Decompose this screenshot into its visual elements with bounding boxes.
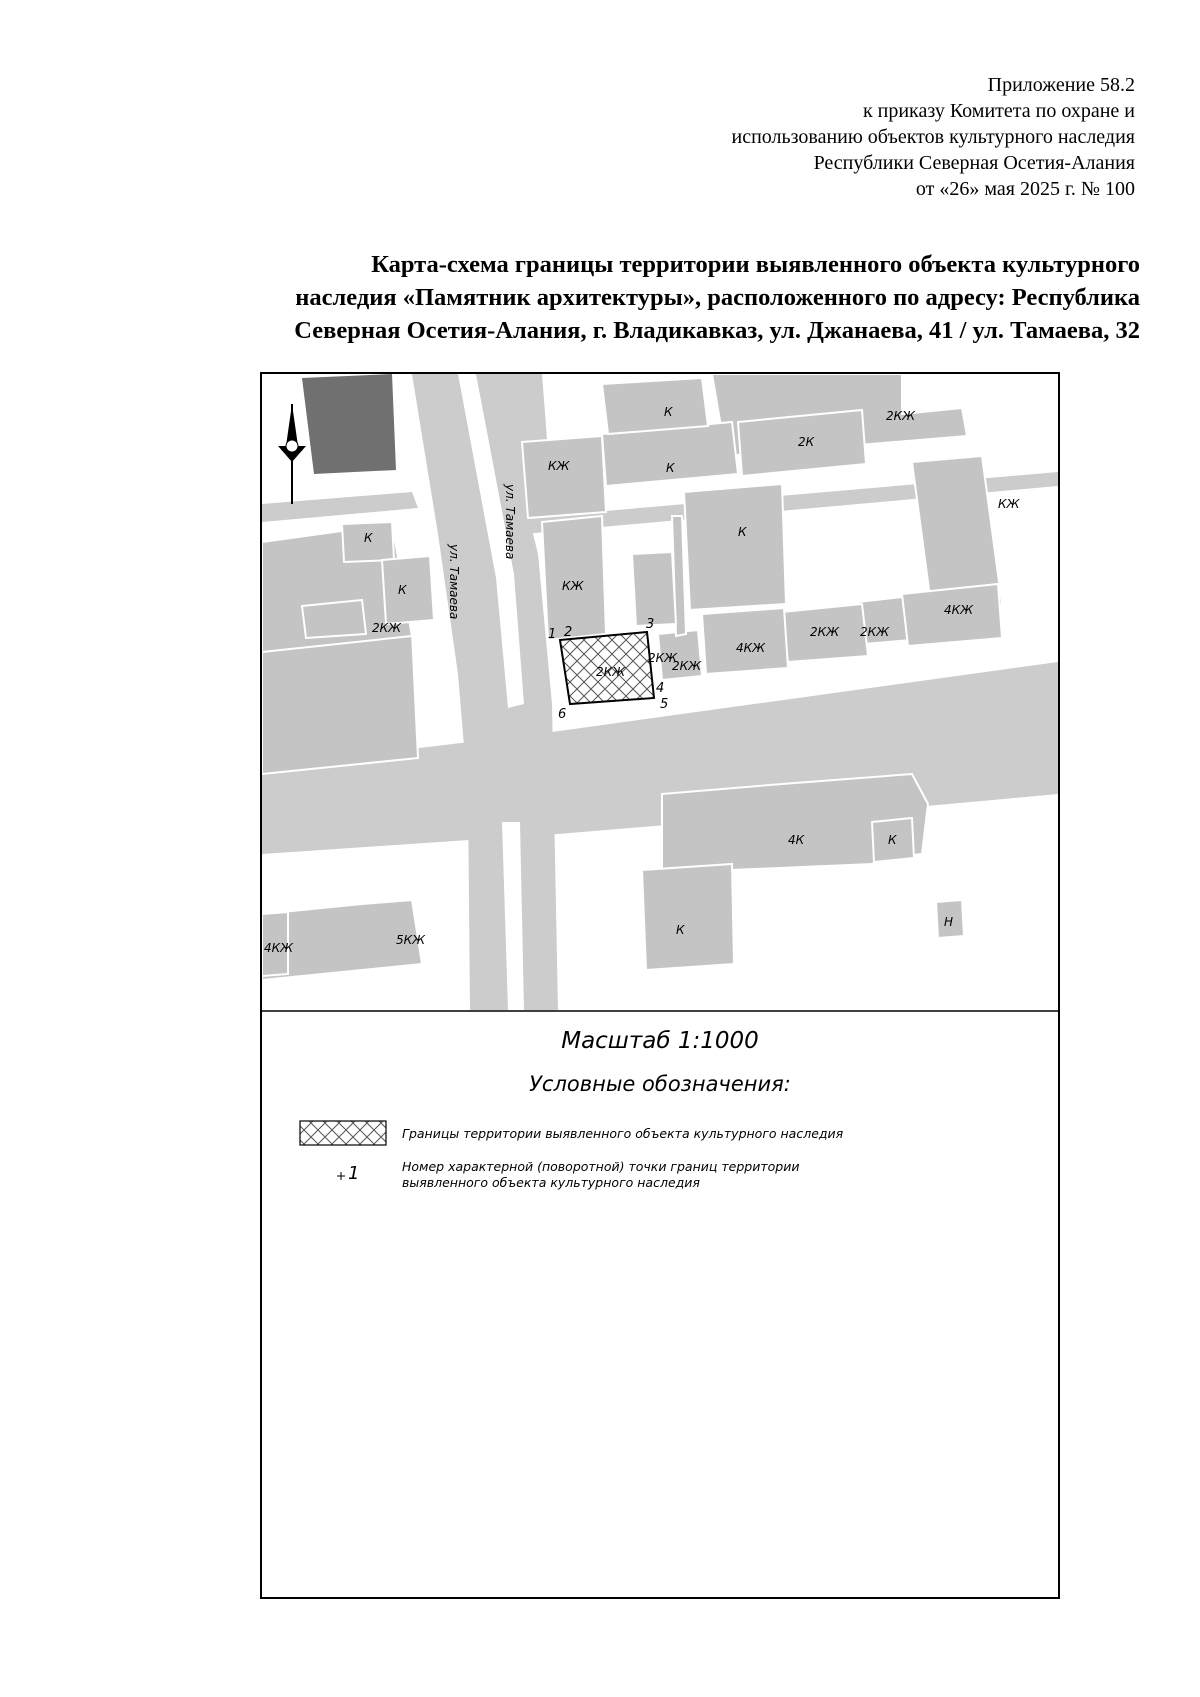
appendix-line: от «26» мая 2025 г. № 100 xyxy=(915,178,1135,200)
appendix-line: Приложение 58.2 xyxy=(987,74,1135,96)
building-b3 xyxy=(382,556,434,624)
map-frame xyxy=(260,372,1060,1599)
building-label: 2КЖ xyxy=(648,651,678,665)
building-b8 xyxy=(602,378,708,434)
page-title xyxy=(100,248,1140,347)
building-b20 xyxy=(642,864,734,970)
boundary-point-label: 5 xyxy=(660,697,669,712)
legend xyxy=(300,1028,844,1190)
building-b17b xyxy=(632,552,676,626)
appendix-block xyxy=(335,72,1135,202)
legend-title: Условные обозначения: xyxy=(529,1072,791,1096)
building-label: КЖ xyxy=(998,497,1020,511)
building-b5 xyxy=(522,436,606,518)
building-label: 2КЖ xyxy=(810,625,840,639)
boundary-point-label: 1 xyxy=(548,627,557,642)
building-b23 xyxy=(302,600,366,638)
building-label: К xyxy=(364,531,373,545)
legend-item-text: выявленного объекта культурного наследия xyxy=(402,1175,700,1190)
building-label: КЖ xyxy=(548,459,570,473)
building-b1 xyxy=(262,632,418,774)
legend-item-text: Границы территории выявленного объекта культурного наследия xyxy=(402,1126,844,1141)
building-label: 2КЖ xyxy=(860,625,890,639)
building-label: К xyxy=(738,525,747,539)
appendix-line: к приказу Комитета по охране и xyxy=(862,100,1135,122)
map-area xyxy=(262,374,1058,1010)
building-label: 4КЖ xyxy=(264,941,294,955)
legend-point-symbol xyxy=(337,1172,345,1180)
boundary-point-label: 6 xyxy=(558,707,567,722)
building-label: 2КЖ xyxy=(672,659,702,673)
building-label: 4КЖ xyxy=(944,603,974,617)
building-label: 2КЖ xyxy=(596,665,626,679)
legend-item-text: Номер характерной (поворотной) точки границ территории xyxy=(402,1159,800,1174)
boundary-point-label: 3 xyxy=(646,617,655,632)
street-label: ул. Тамаева xyxy=(503,484,517,560)
building-label: 2К xyxy=(798,435,815,449)
appendix-line: Республики Северная Осетия-Алания xyxy=(813,152,1135,174)
scale-label: Масштаб 1:1000 xyxy=(561,1028,759,1054)
building-label: Н xyxy=(944,915,954,929)
title-line: Северная Осетия-Алания, г. Владикавказ, ул. Джанаева, 41 / ул. Тамаева, 32 xyxy=(294,317,1140,344)
title-line: Карта-схема границы территории выявленного объекта культурного xyxy=(371,251,1140,278)
building-b11 xyxy=(542,516,606,640)
building-label: К xyxy=(398,583,407,597)
building-label: К xyxy=(888,833,897,847)
building-label: К xyxy=(664,405,673,419)
title-line: наследия «Памятник архитектуры», расположенного по адресу: Республика xyxy=(295,284,1140,311)
legend-hatch-swatch xyxy=(300,1121,386,1145)
building-b10 xyxy=(684,484,786,610)
building-label: 4КЖ xyxy=(736,641,766,655)
boundary-point-label: 4 xyxy=(656,681,665,696)
building-label: 5КЖ xyxy=(396,933,426,947)
building-label: 4К xyxy=(788,833,805,847)
building-label: К xyxy=(676,923,685,937)
legend-point-number: 1 xyxy=(348,1163,360,1184)
building-label: К xyxy=(666,461,675,475)
street-label: ул. Тамаева xyxy=(447,544,461,620)
dark-building xyxy=(302,374,396,474)
boundary-point-label: 2 xyxy=(564,625,573,640)
building-label: КЖ xyxy=(562,579,584,593)
building-label: 2КЖ xyxy=(372,621,402,635)
building-label: 2КЖ xyxy=(886,409,916,423)
appendix-line: использованию объектов культурного наследия xyxy=(731,126,1135,148)
